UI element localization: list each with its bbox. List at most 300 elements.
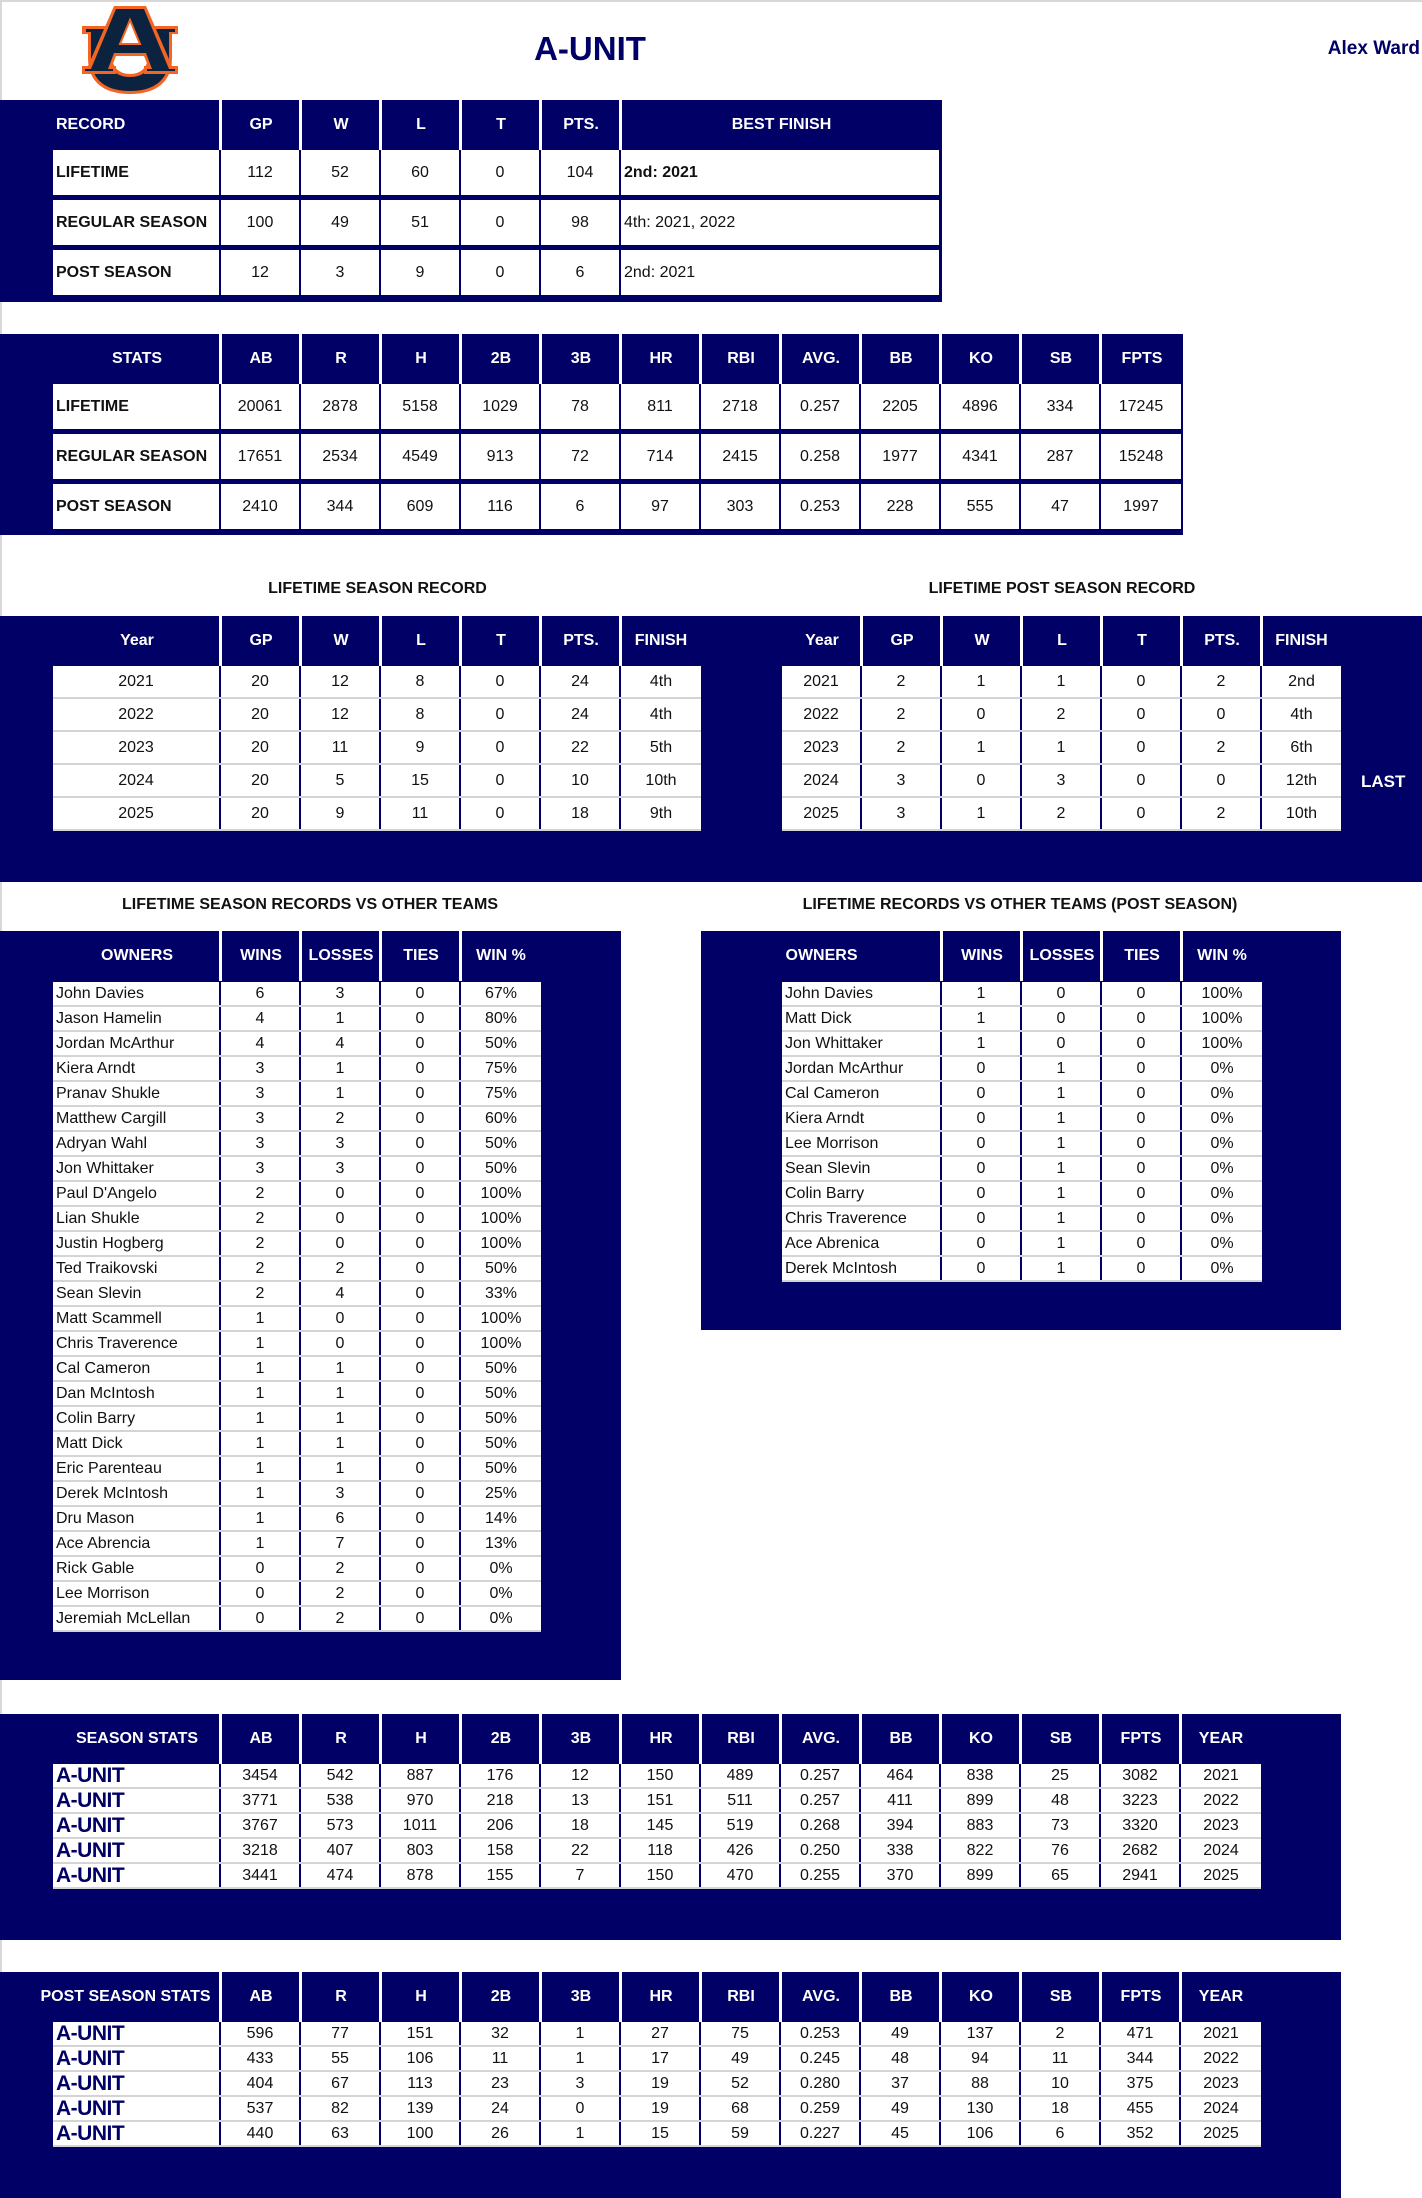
post-season-stats-row	[53, 2022, 1261, 2047]
column-header-post-season-stats: POST SEASON STATS	[0, 1972, 221, 2022]
header-divider	[1020, 931, 1023, 981]
column-header-l: L	[381, 100, 461, 150]
ties: 0	[381, 1382, 461, 1405]
table-cell: 3	[862, 798, 942, 829]
losses: 1	[301, 1057, 381, 1080]
column-header-w: W	[942, 616, 1022, 666]
column-header-w: W	[301, 100, 381, 150]
table-cell: 2025	[1181, 1864, 1261, 1887]
owner-name: Jon Whittaker	[53, 1157, 221, 1180]
ties: 0	[381, 1082, 461, 1105]
table-cell: 0	[461, 765, 541, 796]
wins: 3	[221, 1057, 301, 1080]
season-stats-row	[53, 1764, 1261, 1789]
win-percent: 50%	[461, 1407, 541, 1430]
ties: 0	[381, 1132, 461, 1155]
table-cell: 68	[701, 2097, 781, 2120]
table-cell: 15248	[1101, 434, 1181, 479]
wins: 0	[942, 1207, 1022, 1230]
table-cell: 0.227	[781, 2122, 861, 2145]
table-cell: 3	[862, 765, 942, 796]
table-cell: 519	[701, 1814, 781, 1837]
vs-teams-post-title: LIFETIME RECORDS VS OTHER TEAMS (POST SEASON)	[802, 896, 1238, 913]
table-cell: 25	[1021, 1764, 1101, 1787]
win-percent: 13%	[461, 1532, 541, 1555]
column-header-win: WIN %	[1182, 931, 1262, 981]
wins: 0	[942, 1157, 1022, 1180]
table-cell: 4th	[621, 699, 701, 730]
header-divider	[619, 334, 622, 384]
column-header-win: WIN %	[461, 931, 541, 981]
best-finish: 4th: 2021, 2022	[621, 200, 939, 245]
table-cell: 489	[701, 1764, 781, 1787]
column-header-t: T	[461, 100, 541, 150]
win-percent: 0%	[461, 1607, 541, 1630]
header-divider	[539, 1972, 542, 2022]
header-divider	[779, 1714, 782, 1764]
win-percent: 75%	[461, 1057, 541, 1080]
table-cell: 2021	[1181, 1764, 1261, 1787]
ties: 0	[381, 982, 461, 1005]
table-cell: 0	[1102, 765, 1182, 796]
table-cell: 4549	[381, 434, 461, 479]
table-cell: 471	[1101, 2022, 1181, 2045]
header-divider	[299, 100, 302, 150]
wins: 3	[221, 1132, 301, 1155]
table-cell: 11	[381, 798, 461, 829]
table-cell: 88	[941, 2072, 1021, 2095]
owner-name: Adryan Wahl	[53, 1132, 221, 1155]
win-percent: 100%	[461, 1307, 541, 1330]
table-cell: 206	[461, 1814, 541, 1837]
table-cell: 48	[1021, 1789, 1101, 1812]
column-header-2b: 2B	[461, 1972, 541, 2022]
table-cell: 20	[221, 765, 301, 796]
table-cell: 1011	[381, 1814, 461, 1837]
table-cell: 0.255	[781, 1864, 861, 1887]
table-cell: 1	[942, 666, 1022, 697]
ties: 0	[381, 1507, 461, 1530]
table-cell: 24	[461, 2097, 541, 2120]
table-cell: 10	[1021, 2072, 1101, 2095]
table-cell: 352	[1101, 2122, 1181, 2145]
owner-record-row	[53, 1607, 541, 1632]
table-cell: 4th	[1262, 699, 1341, 730]
owner-name: Lian Shukle	[53, 1207, 221, 1230]
stats-row	[53, 484, 1181, 534]
column-header-3b: 3B	[541, 334, 621, 384]
table-cell: 2	[1182, 798, 1262, 829]
column-header-ko: KO	[941, 1714, 1021, 1764]
header-divider	[379, 334, 382, 384]
points: 104	[541, 150, 621, 195]
win-percent: 0%	[461, 1557, 541, 1580]
header-divider	[459, 1714, 462, 1764]
losses: 2	[301, 1257, 381, 1280]
column-header-hr: HR	[621, 334, 701, 384]
best-finish: 2nd: 2021	[621, 250, 939, 295]
table-cell: 19	[621, 2097, 701, 2120]
column-header-w: W	[301, 616, 381, 666]
win-percent: 50%	[461, 1432, 541, 1455]
table-cell: 0	[461, 666, 541, 697]
table-cell: 23	[461, 2072, 541, 2095]
ties: 0	[461, 150, 541, 195]
post-season-record-row	[782, 732, 1341, 765]
column-header-hr: HR	[621, 1714, 701, 1764]
table-cell: 2534	[301, 434, 381, 479]
header-divider	[1019, 1972, 1022, 2022]
owner-name: Matthew Cargill	[53, 1107, 221, 1130]
table-cell: 3	[541, 2072, 621, 2095]
table-cell: 0	[461, 732, 541, 763]
table-cell: 0.258	[781, 434, 861, 479]
header-divider	[940, 931, 943, 981]
owner-name: Jordan McArthur	[53, 1032, 221, 1055]
losses: 1	[301, 1082, 381, 1105]
record-row	[53, 200, 939, 250]
games-played: 100	[221, 200, 301, 245]
table-cell: 151	[621, 1789, 701, 1812]
table-cell: 0	[1182, 699, 1262, 730]
ties: 0	[1102, 1232, 1182, 1255]
table-cell: 20	[221, 732, 301, 763]
wins: 0	[942, 1082, 1022, 1105]
table-cell: 0	[1102, 666, 1182, 697]
header-divider	[459, 100, 462, 150]
win-percent: 100%	[461, 1207, 541, 1230]
ties: 0	[381, 1007, 461, 1030]
header-divider	[1260, 616, 1263, 666]
owner-record-row	[53, 1482, 541, 1507]
table-cell: 596	[221, 2022, 301, 2045]
column-header-3b: 3B	[541, 1714, 621, 1764]
table-cell: 17	[621, 2047, 701, 2070]
ties: 0	[1102, 1082, 1182, 1105]
table-cell: 0	[541, 2097, 621, 2120]
sheet-top-border	[0, 0, 1422, 2]
column-header-l: L	[381, 616, 461, 666]
wins: 3	[301, 250, 381, 295]
table-cell: 59	[701, 2122, 781, 2145]
win-percent: 50%	[461, 1157, 541, 1180]
table-cell: 9	[301, 798, 381, 829]
header-divider	[939, 1714, 942, 1764]
owner-record-row	[53, 1032, 541, 1057]
team-name-title: A-UNIT	[534, 30, 646, 67]
header-divider	[379, 616, 382, 666]
table-cell: 0	[1182, 765, 1262, 796]
header-divider	[459, 334, 462, 384]
table-cell: 883	[941, 1814, 1021, 1837]
ties: 0	[1102, 982, 1182, 1005]
ties: 0	[381, 1482, 461, 1505]
win-percent: 25%	[461, 1482, 541, 1505]
ties: 0	[381, 1532, 461, 1555]
win-percent: 60%	[461, 1107, 541, 1130]
owner-name: Cal Cameron	[782, 1082, 942, 1105]
wins: 3	[221, 1107, 301, 1130]
column-header-avg: AVG.	[781, 1972, 861, 2022]
wins: 1	[221, 1407, 301, 1430]
losses: 1	[301, 1357, 381, 1380]
header-divider	[859, 334, 862, 384]
owner-post-record-row	[782, 1232, 1262, 1257]
table-cell: 24	[541, 666, 621, 697]
ties: 0	[381, 1582, 461, 1605]
header-divider	[539, 100, 542, 150]
table-cell: A-UNIT	[53, 2047, 221, 2070]
table-cell: 2024	[53, 765, 221, 796]
wins: 1	[221, 1432, 301, 1455]
wins: 2	[221, 1232, 301, 1255]
table-cell: 0.257	[781, 1764, 861, 1787]
table-cell: 2025	[53, 798, 221, 829]
header-divider	[699, 1972, 702, 2022]
losses: 1	[1022, 1082, 1102, 1105]
table-cell: 394	[861, 1814, 941, 1837]
column-header-sb: SB	[1021, 334, 1101, 384]
games-played: 112	[221, 150, 301, 195]
table-cell: 0.245	[781, 2047, 861, 2070]
table-cell: 15	[621, 2122, 701, 2145]
header-divider	[299, 616, 302, 666]
table-cell: 838	[941, 1764, 1021, 1787]
table-cell: 73	[1021, 1814, 1101, 1837]
table-cell: 1	[541, 2047, 621, 2070]
table-cell: 82	[301, 2097, 381, 2120]
table-cell: 0	[461, 798, 541, 829]
owner-name: Justin Hogberg	[53, 1232, 221, 1255]
losses: 0	[301, 1307, 381, 1330]
ties: 0	[381, 1557, 461, 1580]
column-header-fpts: FPTS	[1101, 334, 1183, 384]
losses: 0	[301, 1232, 381, 1255]
wins: 1	[221, 1532, 301, 1555]
ties: 0	[381, 1107, 461, 1130]
header-divider	[379, 100, 382, 150]
table-cell: 0	[942, 699, 1022, 730]
wins: 0	[221, 1607, 301, 1630]
table-cell: 20	[221, 699, 301, 730]
table-cell: 2	[862, 666, 942, 697]
table-cell: 2023	[1181, 1814, 1261, 1837]
column-header-losses: LOSSES	[1022, 931, 1102, 981]
table-cell: 2022	[782, 699, 862, 730]
wins: 1	[942, 1007, 1022, 1030]
table-cell: 78	[541, 384, 621, 429]
header-divider	[1019, 1714, 1022, 1764]
table-cell: 2022	[1181, 1789, 1261, 1812]
column-header-h: H	[381, 1972, 461, 2022]
table-cell: 1997	[1101, 484, 1181, 529]
table-cell: 2021	[782, 666, 862, 697]
win-percent: 100%	[461, 1232, 541, 1255]
owner-record-row	[53, 1507, 541, 1532]
table-cell: 116	[461, 484, 541, 529]
wins: 2	[221, 1182, 301, 1205]
column-header-year: Year	[701, 616, 862, 666]
header-divider	[219, 100, 222, 150]
table-cell: 3441	[221, 1864, 301, 1887]
column-header-pts: PTS.	[541, 616, 621, 666]
table-cell: 370	[861, 1864, 941, 1887]
losses: 9	[381, 250, 461, 295]
column-header-wins: WINS	[942, 931, 1022, 981]
losses: 4	[301, 1282, 381, 1305]
losses: 51	[381, 200, 461, 245]
table-cell: 2	[1022, 798, 1102, 829]
owner-name: Colin Barry	[782, 1182, 942, 1205]
table-cell: 811	[621, 384, 701, 429]
table-cell: 150	[621, 1864, 701, 1887]
owner-name: Dan McIntosh	[53, 1382, 221, 1405]
table-cell: 2023	[782, 732, 862, 763]
header-divider	[379, 1714, 382, 1764]
post-season-stats-row	[53, 2097, 1261, 2122]
win-percent: 100%	[1182, 1032, 1262, 1055]
table-cell: 899	[941, 1789, 1021, 1812]
owner-name: Jon Whittaker	[782, 1032, 942, 1055]
table-cell: 52	[701, 2072, 781, 2095]
column-header-r: R	[301, 1714, 381, 1764]
win-percent: 0%	[1182, 1107, 1262, 1130]
table-cell: 2022	[1181, 2047, 1261, 2070]
table-cell: 130	[941, 2097, 1021, 2120]
win-percent: 50%	[461, 1382, 541, 1405]
losses: 2	[301, 1607, 381, 1630]
losses: 4	[301, 1032, 381, 1055]
table-cell: 3320	[1101, 1814, 1181, 1837]
owner-name: Lee Morrison	[53, 1582, 221, 1605]
table-cell: 470	[701, 1864, 781, 1887]
table-cell: 2415	[701, 434, 781, 479]
ties: 0	[381, 1607, 461, 1630]
owner-record-row	[53, 1407, 541, 1432]
ties: 0	[381, 1457, 461, 1480]
table-cell: 887	[381, 1764, 461, 1787]
ties: 0	[1102, 1032, 1182, 1055]
table-cell: 714	[621, 434, 701, 479]
header-divider	[219, 1972, 222, 2022]
header-divider	[1019, 334, 1022, 384]
losses: 0	[1022, 1007, 1102, 1030]
losses: 2	[301, 1582, 381, 1605]
win-percent: 100%	[1182, 1007, 1262, 1030]
header-divider	[539, 334, 542, 384]
win-percent: 0%	[1182, 1232, 1262, 1255]
wins: 1	[942, 1032, 1022, 1055]
stats-row	[53, 384, 1181, 434]
wins: 0	[942, 1057, 1022, 1080]
ties: 0	[381, 1232, 461, 1255]
post-season-stats-row	[53, 2122, 1261, 2147]
header-divider	[779, 1972, 782, 2022]
wins: 0	[221, 1557, 301, 1580]
column-header-record: RECORD	[0, 100, 221, 150]
owner-record-row	[53, 1132, 541, 1157]
table-cell: 218	[461, 1789, 541, 1812]
table-cell: 2	[1022, 699, 1102, 730]
season-stats-row	[53, 1789, 1261, 1814]
wins: 4	[221, 1032, 301, 1055]
table-cell: 542	[301, 1764, 381, 1787]
table-cell: 344	[301, 484, 381, 529]
ties: 0	[381, 1257, 461, 1280]
table-cell: 12th	[1262, 765, 1341, 796]
win-percent: 0%	[1182, 1132, 1262, 1155]
win-percent: 50%	[461, 1132, 541, 1155]
owner-post-record-row	[782, 1032, 1262, 1057]
win-percent: 75%	[461, 1082, 541, 1105]
column-header-t: T	[1102, 616, 1182, 666]
table-cell: 3218	[221, 1839, 301, 1862]
owner-name: Eric Parenteau	[53, 1457, 221, 1480]
ties: 0	[1102, 1107, 1182, 1130]
owner-name: Paul D'Angelo	[53, 1182, 221, 1205]
season-record-title: LIFETIME SEASON RECORD	[268, 580, 487, 597]
column-header-bb: BB	[861, 334, 941, 384]
owner-post-record-row	[782, 1257, 1262, 1282]
header-divider	[219, 1714, 222, 1764]
owner-record-row	[53, 1157, 541, 1182]
owner-name: Dru Mason	[53, 1507, 221, 1530]
header-divider	[1179, 1714, 1182, 1764]
owner-name: Pranav Shukle	[53, 1082, 221, 1105]
column-header-3b: 3B	[541, 1972, 621, 2022]
column-header-rbi: RBI	[701, 1714, 781, 1764]
table-cell: A-UNIT	[53, 2022, 221, 2045]
post-season-record-row	[782, 765, 1341, 798]
table-cell: 4th	[621, 666, 701, 697]
header-divider	[299, 1714, 302, 1764]
table-cell: A-UNIT	[53, 1764, 221, 1787]
column-header-losses: LOSSES	[301, 931, 381, 981]
table-cell: 97	[621, 484, 701, 529]
wins: 49	[301, 200, 381, 245]
owner-name: Matt Dick	[782, 1007, 942, 1030]
column-header-best-finish: BEST FINISH	[621, 100, 942, 150]
header-divider	[1099, 334, 1102, 384]
table-cell: 6	[541, 484, 621, 529]
table-cell: A-UNIT	[53, 2122, 221, 2145]
column-header-rbi: RBI	[701, 1972, 781, 2022]
owner-record-row	[53, 1432, 541, 1457]
table-cell: 2	[1182, 666, 1262, 697]
table-cell: 9	[381, 732, 461, 763]
column-header-h: H	[381, 334, 461, 384]
column-header-year: YEAR	[1181, 1972, 1261, 2022]
wins: 1	[221, 1332, 301, 1355]
table-cell: 0	[1102, 699, 1182, 730]
table-cell: 609	[381, 484, 461, 529]
table-cell: 17651	[221, 434, 301, 479]
table-cell: 2023	[53, 732, 221, 763]
table-cell: 2nd	[1262, 666, 1341, 697]
owner-record-row	[53, 1457, 541, 1482]
table-cell: 3771	[221, 1789, 301, 1812]
table-cell: 67	[301, 2072, 381, 2095]
losses: 0	[301, 1207, 381, 1230]
losses: 1	[1022, 1057, 1102, 1080]
column-header-season-stats: SEASON STATS	[0, 1714, 221, 1764]
owner-name: Jason Hamelin	[53, 1007, 221, 1030]
losses: 60	[381, 150, 461, 195]
header-divider	[459, 1972, 462, 2022]
win-percent: 0%	[1182, 1157, 1262, 1180]
column-header-gp: GP	[862, 616, 942, 666]
owner-name: Derek McIntosh	[53, 1482, 221, 1505]
